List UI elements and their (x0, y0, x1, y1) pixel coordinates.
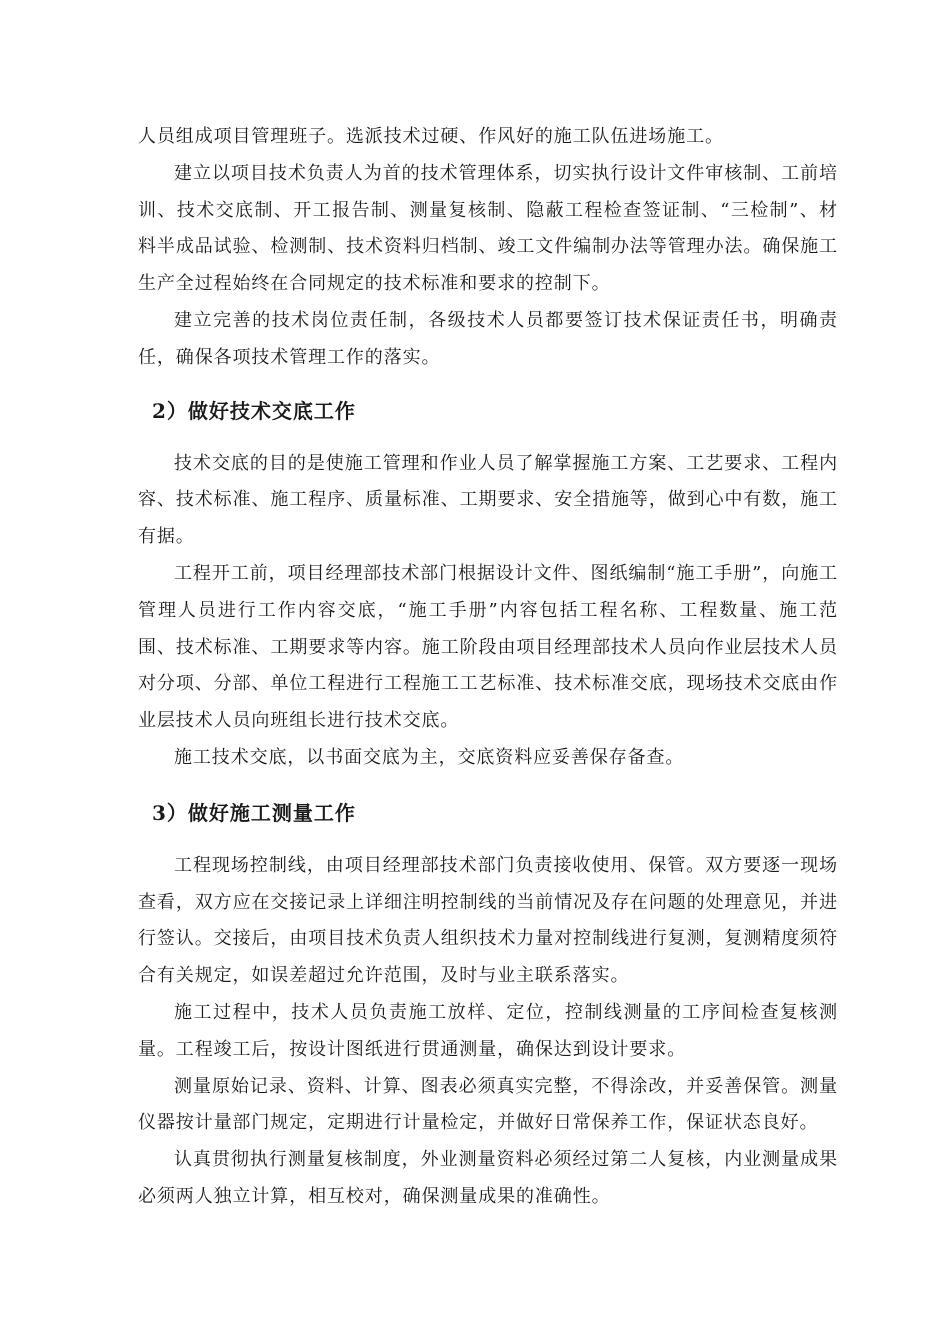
paragraph-written-briefing: 施工技术交底，以书面交底为主，交底资料应妥善保存备查。 (174, 746, 685, 768)
paragraph-responsibility-system: 建立完善的技术岗位责任制，各级技术人员都要签订技术保证责任书，明确责任，确保各项技术管理工作的落实。 (138, 309, 838, 368)
heading-construction-survey: 3）做好施工测量工作 (152, 800, 356, 825)
paragraph-construction-manual: 工程开工前，项目经理部技术部门根据设计文件、图纸编制“施工手册”，向施工管理人员进行工作内容交底，“施工手册”内容包括工程名称、工程数量、施工范围、技术标准、工期要求等内容。施工阶段由项目经理部技术人员向作业层技术人员对分项、分部、单位工程进行工程施工工艺标准、技术标准交底，现场技术交底由作业层技术人员向班组长进行技术交底。 (138, 562, 838, 732)
paragraph-team-formation: 人员组成项目管理班子。选派技术过硬、作风好的施工队伍进场施工。 (138, 126, 724, 147)
document-page (138, 119, 838, 1216)
heading-technical-briefing: 2）做好技术交底工作 (152, 398, 356, 423)
paragraph-briefing-purpose: 技术交底的目的是使施工管理和作业人员了解掌握施工方案、工艺要求、工程内容、技术标准、施工程序、质量标准、工期要求、安全措施等，做到心中有数，施工有据。 (138, 452, 838, 548)
paragraph-control-lines: 工程现场控制线，由项目经理部技术部门负责接收使用、保管。双方要逐一现场查看，双方应在交接记录上详细注明控制线的当前情况及存在问题的处理意见，并进行签认。交接后，由项目技术负责人组织技术力量对控制线进行复测，复测精度须符合有关规定，如误差超过允许范围，及时与业主联系落实。 (138, 854, 838, 987)
paragraph-tech-management-system: 建立以项目技术负责人为首的技术管理体系，切实执行设计文件审核制、工前培训、技术交底制、开工报告制、测量复核制、隐蔽工程检查签证制、“三检制”、材料半成品试验、检测制、技术资料归档制、竣工文件编制办法等管理办法。确保施工生产全过程始终在合同规定的技术标准和要求的控制下。 (138, 162, 838, 295)
paragraph-staking-out: 施工过程中，技术人员负责施工放样、定位，控制线测量的工序间检查复核测量。工程竣工后，按设计图纸进行贯通测量，确保达到设计要求。 (138, 1001, 838, 1060)
paragraph-survey-verification: 认真贯彻执行测量复核制度，外业测量资料必须经过第二人复核，内业测量成果必须两人独立计算，相互校对，确保测量成果的准确性。 (138, 1149, 838, 1207)
paragraph-survey-records: 测量原始记录、资料、计算、图表必须真实完整，不得涂改，并妥善保管。测量仪器按计量部门规定，定期进行计量检定，并做好日常保养工作，保证状态良好。 (138, 1075, 838, 1134)
